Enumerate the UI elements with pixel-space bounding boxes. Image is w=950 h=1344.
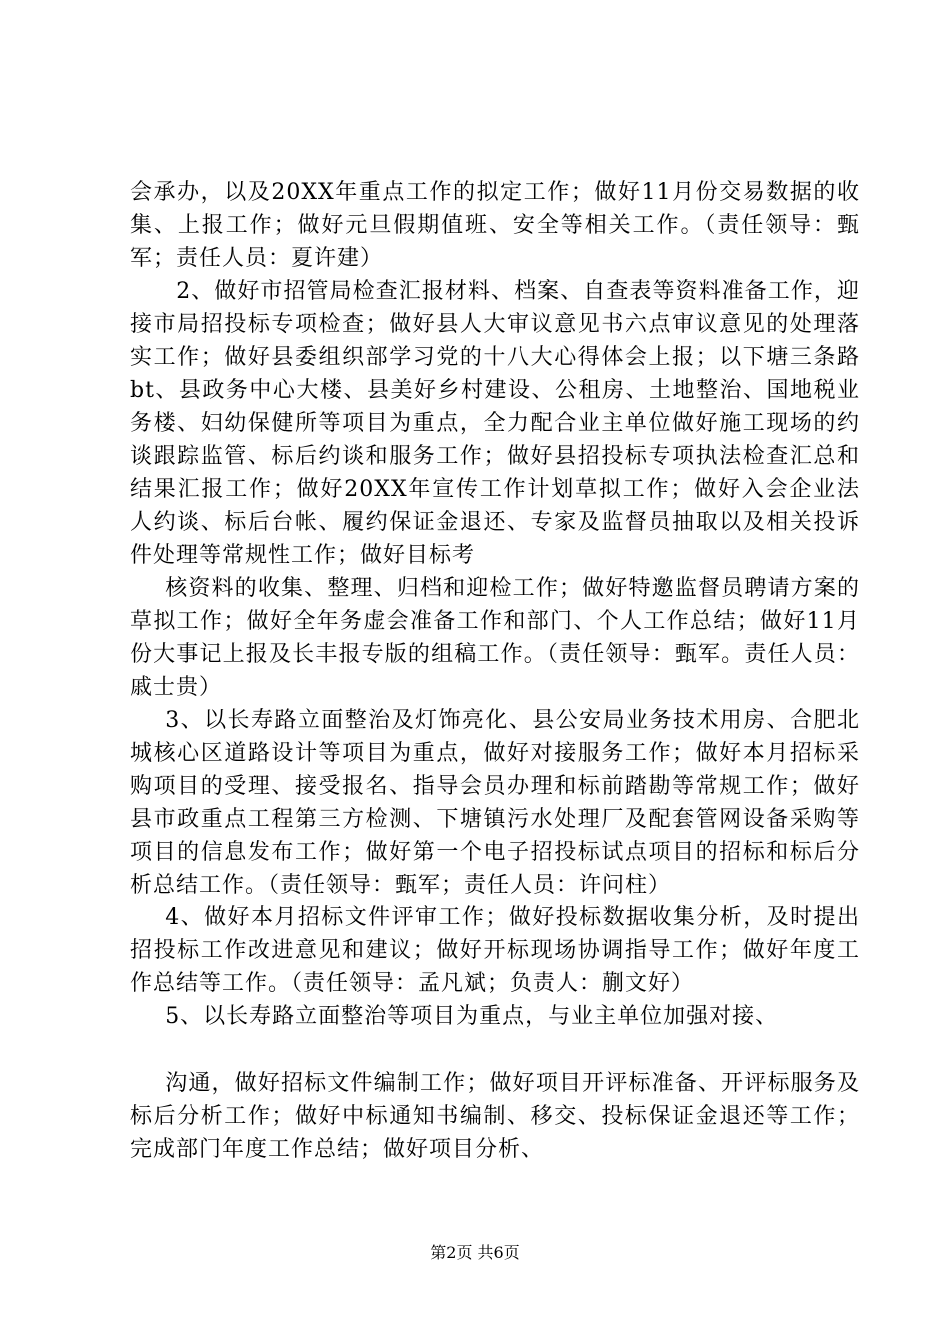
paragraph-item-3: 3、以长寿路立面整治及灯饰亮化、县公安局业务技术用房、合肥北城核心区道路设计等项目为重点，做好对接服务工作；做好本月招标采购项目的受理、接受报名、指导会员办理和标前踏勘等常规工作；做好县市政重点工程第三方检测、下塘镇污水处理厂及配套管网设备采购等项目的信息发布工作；做好第一个电子招投标试点项目的招标和标后分析总结工作。（责任领导：甄军；责任人员：许问柱） bbox=[130, 708, 860, 898]
page-number-footer: 第2页 共6页 bbox=[430, 1243, 520, 1262]
paragraph-item-2: 2、做好市招管局检查汇报材料、档案、自查表等资料准备工作，迎接市局招投标专项检查；做好县人大审议意见书六点审议意见的处理落实工作；做好县委组织部学习党的十八大心得体会上报；以下塘三条路bt、县政务中心大楼、县美好乡村建设、公租房、土地整治、国地税业务楼、妇幼保健所等项目为重点，全力配合业主单位做好施工现场的约谈跟踪监管、标后约谈和服务工作；做好县招投标专项执法检查汇总和结果汇报工作；做好20XX年宣传工作计划草拟工作；做好入会企业法人约谈、标后台帐、履约保证金退还、专家及监督员抽取以及相关投诉件处理等常规性工作；做好目标考 bbox=[130, 279, 860, 568]
paragraph-continuation: 会承办，以及20XX年重点工作的拟定工作；做好11月份交易数据的收集、上报工作；做好元旦假期值班、安全等相关工作。（责任领导：甄军；责任人员：夏许建） bbox=[130, 180, 860, 271]
paragraph-item-5-continued: 沟通，做好招标文件编制工作；做好项目开评标准备、开评标服务及标后分析工作；做好中标通知书编制、移交、投标保证金退还等工作；完成部门年度工作总结；做好项目分析、 bbox=[130, 1071, 860, 1162]
paragraph-item-2-continued: 核资料的收集、整理、归档和迎检工作；做好特邀监督员聘请方案的草拟工作；做好全年务虚会准备工作和部门、个人工作总结；做好11月份大事记上报及长丰报专版的组稿工作。（责任领导：甄军。责任人员：戚士贵） bbox=[130, 576, 860, 700]
paragraph-item-4: 4、做好本月招标文件评审工作；做好投标数据收集分析，及时提出招投标工作改进意见和建议；做好开标现场协调指导工作；做好年度工作总结等工作。（责任领导：孟凡斌；负责人：蒯文好） bbox=[130, 905, 860, 996]
paragraph-item-5: 5、以长寿路立面整治等项目为重点，与业主单位加强对接、 bbox=[165, 1004, 779, 1029]
